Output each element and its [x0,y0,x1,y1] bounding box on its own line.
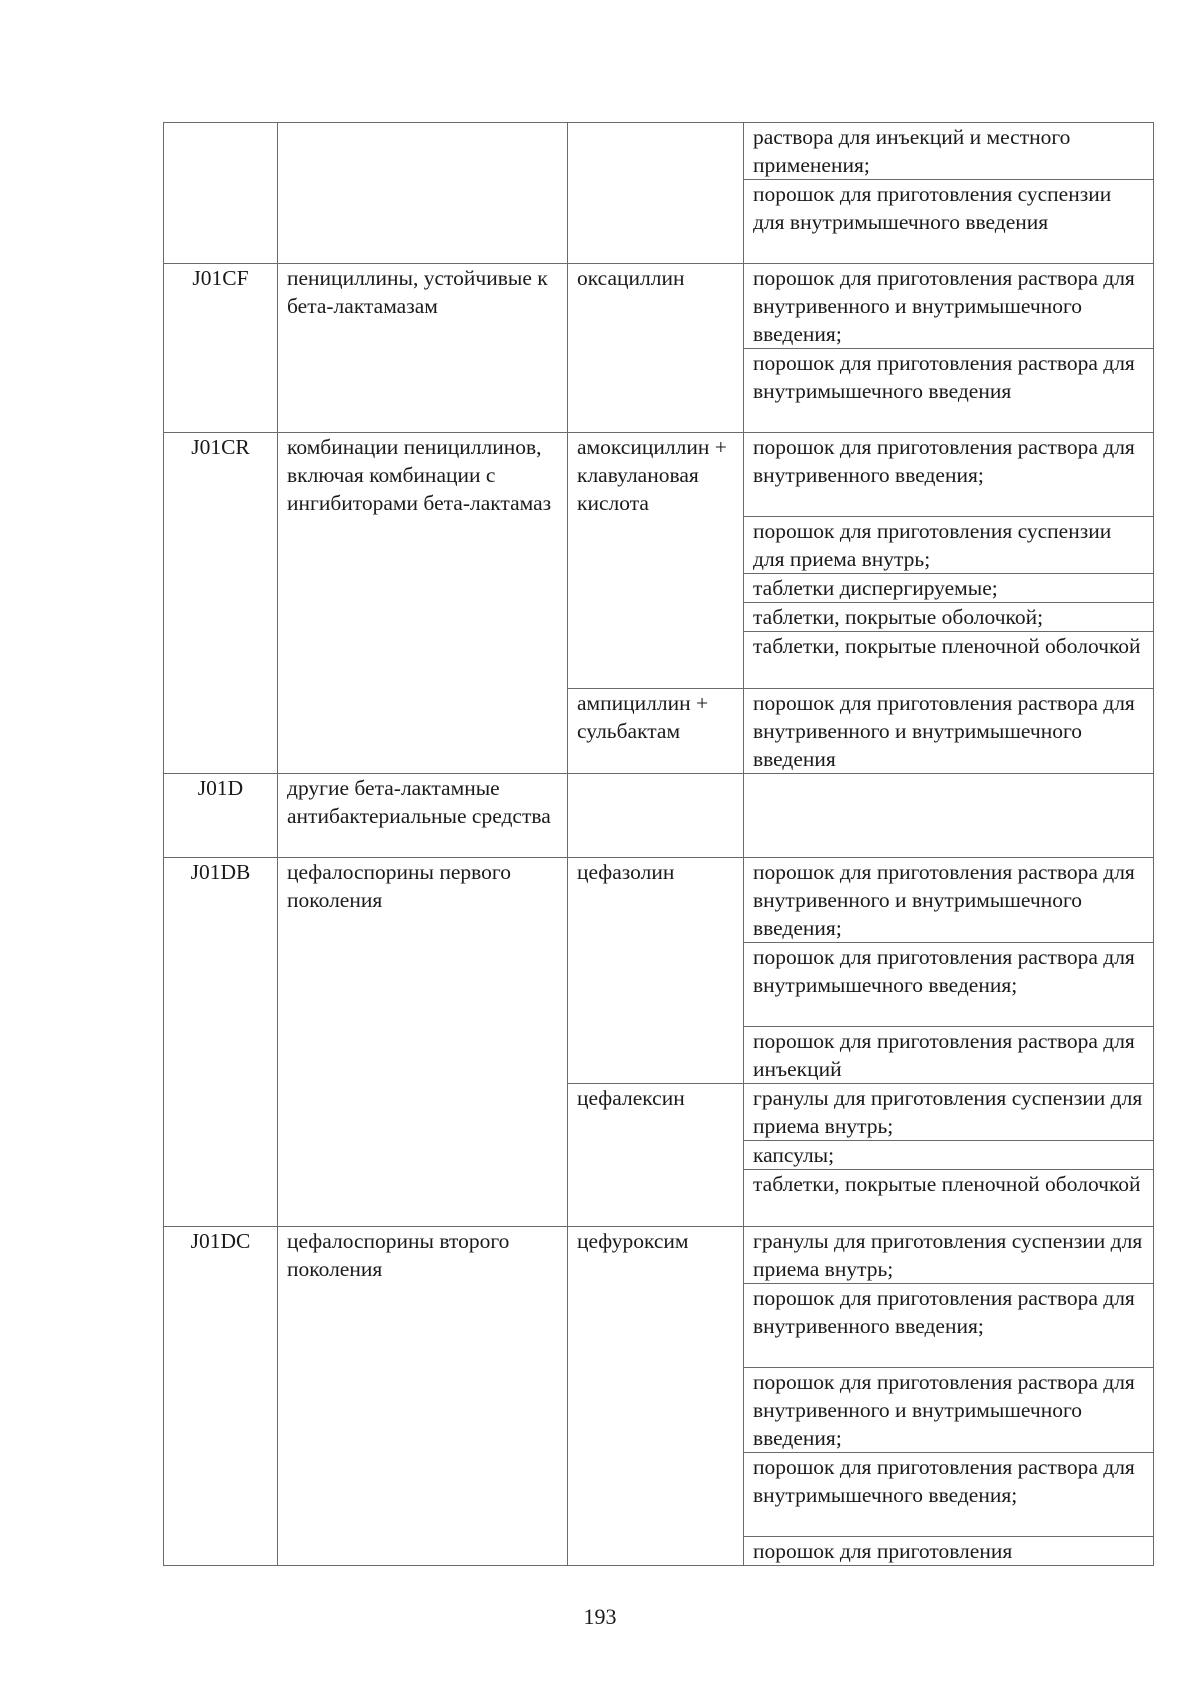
group-cell: комбинации пенициллинов, включая комбинации с ингибиторами бета-лактамаз [278,433,568,774]
dosage-form-cell: порошок для приготовления раствора для внутривенного и внутримышечного введения [744,689,1154,774]
dosage-form-cell: порошок для приготовления раствора для внутримышечного введения [744,349,1154,433]
table-row [164,123,1154,180]
dosage-form-cell: таблетки, покрытые оболочкой; [744,603,1154,632]
drug-table [163,122,1154,1566]
table-row [164,264,1154,349]
group-cell: другие бета-лактамные антибактериальные средства [278,774,568,858]
atc-code-cell: J01CF [164,264,278,433]
dosage-form-cell: порошок для приготовления раствора для внутримышечного введения; [744,1453,1154,1537]
dosage-form-cell: порошок для приготовления раствора для внутривенного и внутримышечного введения; [744,1368,1154,1453]
dosage-form-cell: порошок для приготовления суспензии для внутримышечного введения [744,180,1154,264]
group-cell: пенициллины, устойчивые к бета-лактамазам [278,264,568,433]
dosage-form-cell: порошок для приготовления раствора для инъекций [744,1027,1154,1084]
dosage-form-cell: раствора для инъекций и местного применения; [744,123,1154,180]
dosage-form-cell: таблетки, покрытые пленочной оболочкой [744,1170,1154,1227]
atc-code-cell: J01DC [164,1227,278,1566]
dosage-form-cell: порошок для приготовления раствора для внутривенного введения; [744,1284,1154,1368]
table-row [164,1227,1154,1284]
atc-code-cell [164,123,278,264]
dosage-form-cell: капсулы; [744,1141,1154,1170]
dosage-form-cell: таблетки диспергируемые; [744,574,1154,603]
dosage-form-cell [744,774,1154,858]
drug-cell: амоксициллин + клавулановая кислота [568,433,744,689]
drug-cell: цефалексин [568,1084,744,1227]
drug-cell: ампициллин + сульбактам [568,689,744,774]
dosage-form-cell: порошок для приготовления [744,1537,1154,1566]
dosage-form-cell: гранулы для приготовления суспензии для приема внутрь; [744,1084,1154,1141]
dosage-form-cell: порошок для приготовления раствора для внутривенного введения; [744,433,1154,517]
dosage-form-cell: гранулы для приготовления суспензии для приема внутрь; [744,1227,1154,1284]
table-row [164,433,1154,517]
drug-cell: оксациллин [568,264,744,433]
atc-code-cell: J01CR [164,433,278,774]
dosage-form-cell: порошок для приготовления суспензии для приема внутрь; [744,517,1154,574]
dosage-form-cell: порошок для приготовления раствора для внутривенного и внутримышечного введения; [744,264,1154,349]
dosage-form-cell: порошок для приготовления раствора для внутримышечного введения; [744,943,1154,1027]
drug-cell [568,774,744,858]
atc-code-cell: J01D [164,774,278,858]
dosage-form-cell: таблетки, покрытые пленочной оболочкой [744,632,1154,689]
table-row [164,858,1154,943]
table-row [164,774,1154,858]
drug-cell: цефуроксим [568,1227,744,1566]
drug-cell [568,123,744,264]
group-cell: цефалоспорины первого поколения [278,858,568,1227]
dosage-form-cell: порошок для приготовления раствора для внутривенного и внутримышечного введения; [744,858,1154,943]
atc-code-cell: J01DB [164,858,278,1227]
group-cell [278,123,568,264]
group-cell: цефалоспорины второго поколения [278,1227,568,1566]
drug-cell: цефазолин [568,858,744,1084]
page-number: 193 [583,1604,617,1629]
